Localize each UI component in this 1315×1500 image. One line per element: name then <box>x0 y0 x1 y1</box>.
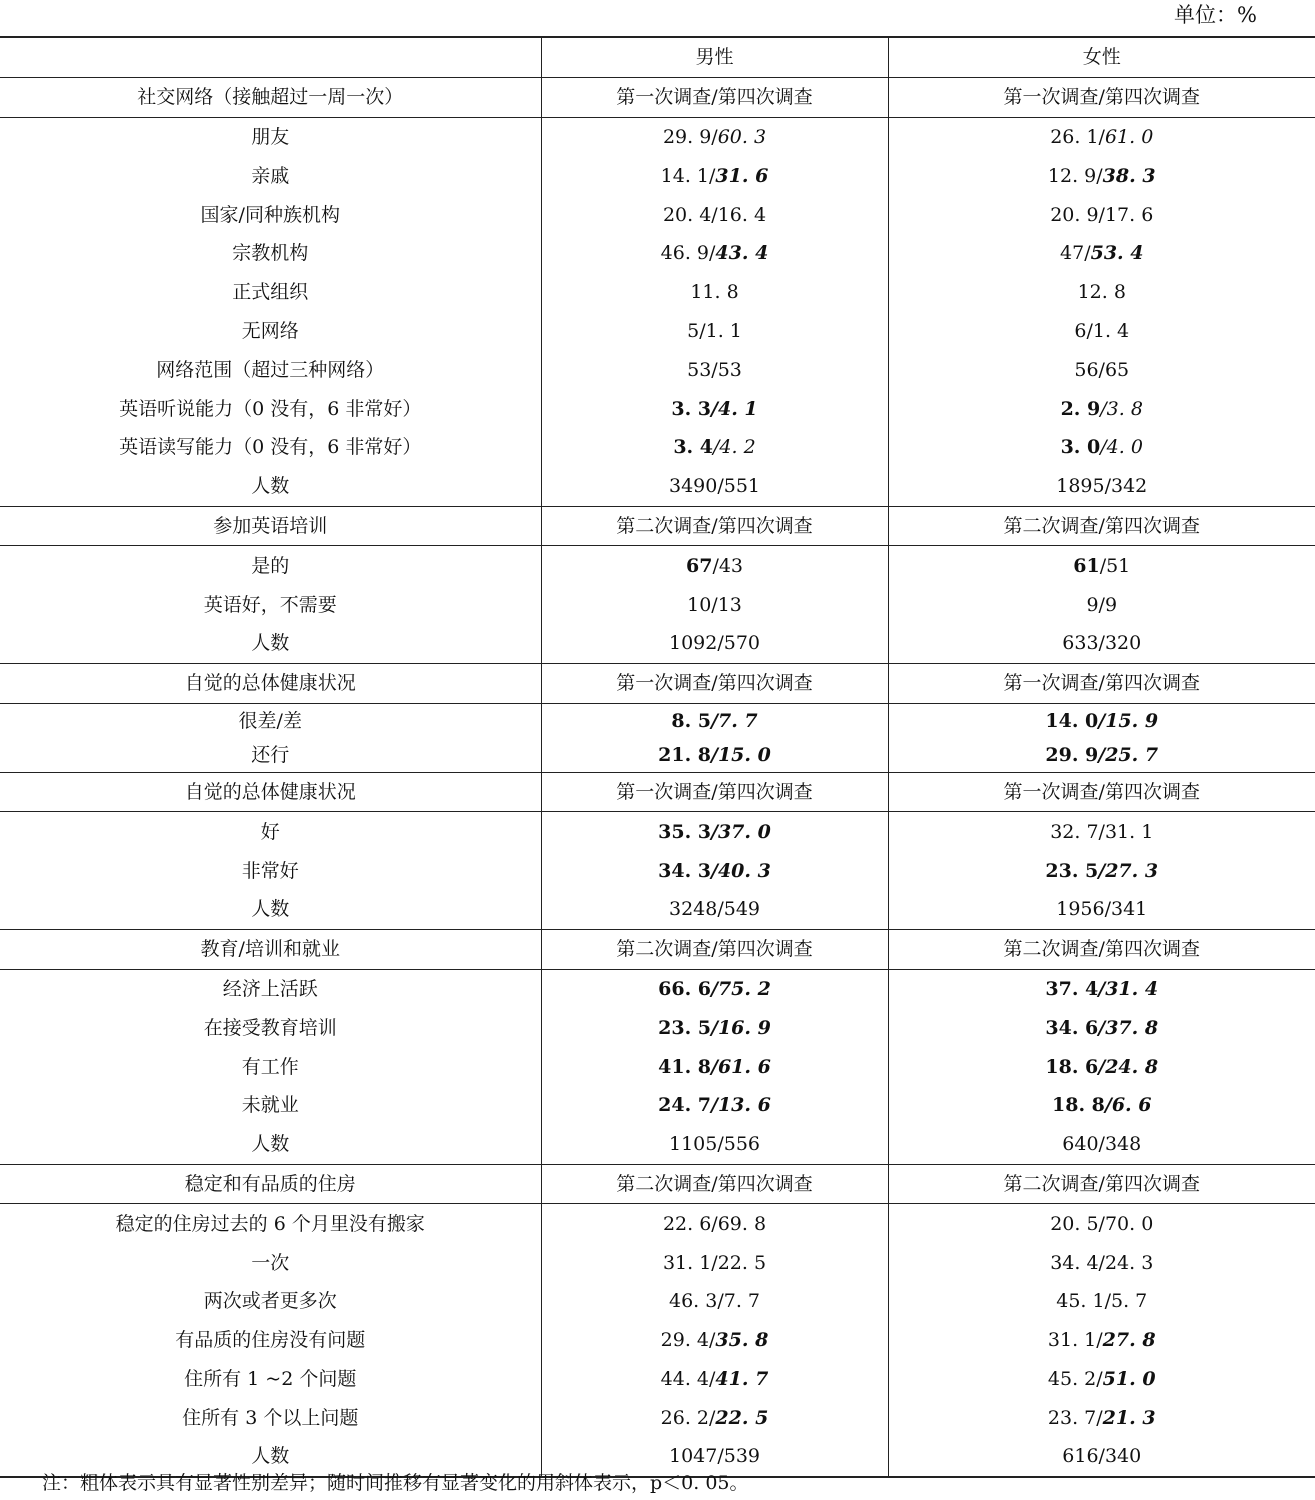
male-value <box>541 273 888 312</box>
row-label: 很差/差 <box>0 703 541 738</box>
value-segment: /24. 8 <box>1098 1055 1159 1078</box>
row-label: 是的 <box>0 546 541 585</box>
female-value <box>888 312 1315 351</box>
female-value <box>888 969 1315 1008</box>
row-label: 正式组织 <box>0 273 541 312</box>
value-segment: 31. 6 <box>715 164 769 187</box>
female-value <box>888 77 1315 117</box>
value-segment: 14. 1/ <box>660 164 716 187</box>
value-segment: 45. 1/5. 7 <box>1056 1290 1148 1313</box>
male-value <box>541 1398 888 1437</box>
table-row <box>0 546 1315 585</box>
value-segment: 12. 9/ <box>1047 164 1103 187</box>
male-value <box>541 812 888 851</box>
value-segment: 21. 8 <box>658 743 712 766</box>
table-row <box>0 1398 1315 1437</box>
value-segment: 23. 7/ <box>1047 1406 1103 1429</box>
male-value <box>541 969 888 1008</box>
male-value <box>541 1243 888 1282</box>
row-label: 住所有 1 ~2 个问题 <box>0 1360 541 1399</box>
value-segment: 第二次调查/第四次调查 <box>1003 938 1200 961</box>
value-segment: 第一次调查/第四次调查 <box>1003 672 1200 695</box>
table-row <box>0 890 1315 929</box>
table-row <box>0 1321 1315 1360</box>
value-segment: 66. 6 <box>658 977 712 1000</box>
value-segment: /4. 2 <box>713 436 756 459</box>
female-value <box>888 1047 1315 1086</box>
table-row <box>0 703 1315 738</box>
value-segment: 1047/539 <box>668 1445 761 1468</box>
male-value <box>541 1047 888 1086</box>
male-value <box>541 467 888 506</box>
female-value <box>888 772 1315 812</box>
row-label: 有品质的住房没有问题 <box>0 1321 541 1360</box>
male-value <box>541 117 888 156</box>
row-label: 朋友 <box>0 117 541 156</box>
male-value <box>541 663 888 703</box>
value-segment: /13. 6 <box>711 1094 771 1117</box>
value-segment: 3490/551 <box>668 475 761 498</box>
value-segment: 37. 4 <box>1045 977 1099 1000</box>
value-segment: /25. 7 <box>1098 743 1159 766</box>
row-label: 有工作 <box>0 1047 541 1086</box>
header-label-cell <box>0 37 541 77</box>
female-value <box>888 1321 1315 1360</box>
value-segment: /4. 0 <box>1100 436 1143 459</box>
table-note: 注：粗体表示具有显著性别差异；随时间推移有显著变化的用斜体表示，p＜0. 05。 <box>42 1472 749 1494</box>
table-row <box>0 117 1315 156</box>
female-value <box>888 1282 1315 1321</box>
value-segment: 12. 8 <box>1077 281 1126 304</box>
female-value <box>888 1125 1315 1164</box>
row-label: 好 <box>0 812 541 851</box>
row-label: 人数 <box>0 1437 541 1477</box>
table-row <box>0 1125 1315 1164</box>
value-segment: 第一次调查/第四次调查 <box>1003 780 1200 803</box>
male-value <box>541 929 888 969</box>
value-segment: 第一次调查/第四次调查 <box>616 780 813 803</box>
female-value <box>888 1008 1315 1047</box>
value-segment: 6/1. 4 <box>1074 319 1130 342</box>
female-value <box>888 1398 1315 1437</box>
value-segment: /37. 0 <box>711 820 771 843</box>
value-segment: 第一次调查/第四次调查 <box>616 672 813 695</box>
value-segment: 第二次调查/第四次调查 <box>616 938 813 961</box>
female-value <box>888 506 1315 546</box>
value-segment: 9/9 <box>1086 593 1118 616</box>
header-male: 男性 <box>541 37 888 77</box>
value-segment: 24. 7 <box>658 1094 712 1117</box>
value-segment: 640/348 <box>1062 1133 1142 1156</box>
row-label: 无网络 <box>0 312 541 351</box>
value-segment: 60. 3 <box>717 125 767 148</box>
female-value <box>888 546 1315 585</box>
male-value <box>541 506 888 546</box>
value-segment: 1956/341 <box>1056 898 1148 921</box>
table-row <box>0 1047 1315 1086</box>
value-segment: 29. 9 <box>1045 743 1099 766</box>
value-segment: 第一次调查/第四次调查 <box>1003 86 1200 109</box>
table-body <box>0 37 1315 1477</box>
male-value <box>541 195 888 234</box>
value-segment: 21. 3 <box>1102 1406 1156 1429</box>
male-value <box>541 851 888 890</box>
female-value <box>888 156 1315 195</box>
value-segment: 5/1. 1 <box>687 319 742 342</box>
female-value <box>888 1437 1315 1477</box>
row-label: 亲戚 <box>0 156 541 195</box>
male-value <box>541 1125 888 1164</box>
value-segment: 41. 7 <box>715 1367 769 1390</box>
table-row <box>0 273 1315 312</box>
female-value <box>888 117 1315 156</box>
row-label: 住所有 3 个以上问题 <box>0 1398 541 1437</box>
row-label: 一次 <box>0 1243 541 1282</box>
value-segment: 29. 9/ <box>662 125 718 148</box>
female-value <box>888 389 1315 428</box>
value-segment: /6. 6 <box>1104 1094 1152 1117</box>
value-segment: /37. 8 <box>1098 1016 1159 1039</box>
value-segment: 第二次调查/第四次调查 <box>1003 514 1200 537</box>
value-segment: 3. 4 <box>673 436 713 459</box>
table-row <box>0 312 1315 351</box>
value-segment: 53/53 <box>687 358 742 381</box>
female-value <box>888 851 1315 890</box>
male-value <box>541 1164 888 1204</box>
row-label: 参加英语培训 <box>0 506 541 546</box>
male-value <box>541 389 888 428</box>
section-header-row <box>0 929 1315 969</box>
section-header-row <box>0 77 1315 117</box>
male-value <box>541 156 888 195</box>
row-label: 在接受教育培训 <box>0 1008 541 1047</box>
female-value <box>888 624 1315 663</box>
value-segment: 第二次调查/第四次调查 <box>616 514 813 537</box>
female-value <box>888 1086 1315 1125</box>
section-header-row <box>0 1164 1315 1204</box>
value-segment: 31. 1/ <box>1047 1329 1103 1352</box>
male-value <box>541 77 888 117</box>
table-row <box>0 812 1315 851</box>
value-segment: 51. 0 <box>1102 1367 1156 1390</box>
value-segment: 11. 8 <box>690 281 739 304</box>
value-segment: /51 <box>1099 554 1131 577</box>
male-value <box>541 1008 888 1047</box>
value-segment: 46. 3/7. 7 <box>668 1290 760 1313</box>
table-row <box>0 851 1315 890</box>
row-label: 人数 <box>0 890 541 929</box>
value-segment: 第二次调查/第四次调查 <box>1003 1172 1200 1195</box>
value-segment: 41. 8 <box>658 1055 712 1078</box>
table-row <box>0 1360 1315 1399</box>
row-label: 稳定的住房过去的 6 个月里没有搬家 <box>0 1204 541 1243</box>
row-label: 两次或者更多次 <box>0 1282 541 1321</box>
table-row <box>0 969 1315 1008</box>
female-value <box>888 1204 1315 1243</box>
value-segment: 38. 3 <box>1102 164 1156 187</box>
value-segment: 1092/570 <box>668 632 761 655</box>
male-value <box>541 312 888 351</box>
value-segment: 35. 8 <box>715 1329 769 1352</box>
value-segment: 44. 4/ <box>660 1367 716 1390</box>
value-segment: 23. 5 <box>658 1016 712 1039</box>
value-segment: /3. 8 <box>1100 397 1143 420</box>
value-segment: 第一次调查/第四次调查 <box>616 86 813 109</box>
table-row <box>0 467 1315 506</box>
value-segment: /75. 2 <box>711 977 771 1000</box>
value-segment: /15. 9 <box>1098 709 1159 732</box>
value-segment: 22. 6/69. 8 <box>662 1212 767 1235</box>
value-segment: 23. 5 <box>1045 859 1099 882</box>
female-value <box>888 663 1315 703</box>
value-segment: 27. 8 <box>1102 1329 1156 1352</box>
value-segment: 3248/549 <box>668 898 761 921</box>
female-value <box>888 929 1315 969</box>
female-value <box>888 1164 1315 1204</box>
female-value <box>888 467 1315 506</box>
male-value <box>541 585 888 624</box>
male-value <box>541 350 888 389</box>
row-label: 人数 <box>0 624 541 663</box>
male-value <box>541 428 888 467</box>
header-female: 女性 <box>888 37 1315 77</box>
value-segment: 31. 1/22. 5 <box>662 1251 767 1274</box>
female-value <box>888 273 1315 312</box>
value-segment: 3. 3 <box>671 397 712 420</box>
female-value <box>888 1360 1315 1399</box>
value-segment: 14. 0 <box>1045 709 1099 732</box>
value-segment: 第二次调查/第四次调查 <box>616 1172 813 1195</box>
table-row <box>0 1086 1315 1125</box>
header-row <box>0 37 1315 77</box>
table-row <box>0 585 1315 624</box>
female-value <box>888 890 1315 929</box>
row-label: 经济上活跃 <box>0 969 541 1008</box>
male-value <box>541 703 888 738</box>
value-segment: 56/65 <box>1074 358 1130 381</box>
value-segment: /4. 1 <box>711 397 758 420</box>
value-segment: /27. 3 <box>1098 859 1159 882</box>
value-segment: /40. 3 <box>711 859 771 882</box>
value-segment: /61. 6 <box>711 1055 771 1078</box>
table-row <box>0 738 1315 773</box>
table-row <box>0 1204 1315 1243</box>
row-label: 自觉的总体健康状况 <box>0 663 541 703</box>
unit-label: 单位：% <box>1174 3 1257 27</box>
value-segment: 18. 6 <box>1045 1055 1099 1078</box>
female-value <box>888 195 1315 234</box>
value-segment: 34. 6 <box>1045 1016 1099 1039</box>
section-header-row <box>0 772 1315 812</box>
female-value <box>888 703 1315 738</box>
female-value <box>888 1243 1315 1282</box>
value-segment: 29. 4/ <box>660 1329 716 1352</box>
value-segment: /15. 0 <box>711 743 771 766</box>
table-row <box>0 1243 1315 1282</box>
female-value <box>888 738 1315 773</box>
row-label: 英语读写能力（0 没有，6 非常好） <box>0 428 541 467</box>
value-segment: 45. 2/ <box>1047 1367 1103 1390</box>
row-label: 人数 <box>0 467 541 506</box>
data-table <box>0 36 1315 1478</box>
value-segment: 633/320 <box>1062 632 1142 655</box>
value-segment: 47/ <box>1060 242 1091 265</box>
male-value <box>541 772 888 812</box>
male-value <box>541 738 888 773</box>
value-segment: 22. 5 <box>715 1406 769 1429</box>
table-row <box>0 428 1315 467</box>
row-label: 英语听说能力（0 没有，6 非常好） <box>0 389 541 428</box>
value-segment: 53. 4 <box>1090 242 1144 265</box>
female-value <box>888 812 1315 851</box>
table-row <box>0 624 1315 663</box>
section-header-row <box>0 663 1315 703</box>
value-segment: 10/13 <box>687 593 742 616</box>
male-value <box>541 1086 888 1125</box>
row-label: 社交网络（接触超过一周一次） <box>0 77 541 117</box>
section-header-row <box>0 506 1315 546</box>
male-value <box>541 546 888 585</box>
row-label: 人数 <box>0 1125 541 1164</box>
male-value <box>541 624 888 663</box>
table-row <box>0 389 1315 428</box>
female-value <box>888 234 1315 273</box>
value-segment: 18. 8 <box>1052 1094 1105 1117</box>
value-segment: /7. 7 <box>711 709 758 732</box>
value-segment: 67 <box>685 554 713 577</box>
value-segment: 43. 4 <box>715 242 769 265</box>
row-label: 网络范围（超过三种网络） <box>0 350 541 389</box>
value-segment: 20. 4/16. 4 <box>662 203 767 226</box>
table-row <box>0 234 1315 273</box>
value-segment: 8. 5 <box>671 709 712 732</box>
table-row <box>0 195 1315 234</box>
male-value <box>541 234 888 273</box>
value-segment: 46. 9/ <box>660 242 716 265</box>
value-segment: 2. 9 <box>1060 397 1101 420</box>
table-row <box>0 350 1315 389</box>
value-segment: 34. 3 <box>658 859 712 882</box>
row-label: 非常好 <box>0 851 541 890</box>
value-segment: /31. 4 <box>1098 977 1159 1000</box>
row-label: 未就业 <box>0 1086 541 1125</box>
male-value <box>541 1360 888 1399</box>
value-segment: 26. 2/ <box>660 1406 716 1429</box>
value-segment: 1895/342 <box>1056 475 1148 498</box>
male-value <box>541 890 888 929</box>
table-row <box>0 1008 1315 1047</box>
value-segment: 1105/556 <box>668 1133 761 1156</box>
value-segment: 61. 0 <box>1104 125 1154 148</box>
row-label: 还行 <box>0 738 541 773</box>
value-segment: 35. 3 <box>658 820 712 843</box>
male-value <box>541 1204 888 1243</box>
value-segment: 26. 1/ <box>1050 125 1105 148</box>
row-label: 英语好，不需要 <box>0 585 541 624</box>
row-label: 自觉的总体健康状况 <box>0 772 541 812</box>
table-row <box>0 1282 1315 1321</box>
female-value <box>888 585 1315 624</box>
value-segment: 616/340 <box>1062 1445 1142 1468</box>
value-segment: 20. 9/17. 6 <box>1050 203 1154 226</box>
row-label: 教育/培训和就业 <box>0 929 541 969</box>
female-value <box>888 350 1315 389</box>
value-segment: 34. 4/24. 3 <box>1050 1251 1154 1274</box>
table-row <box>0 156 1315 195</box>
male-value <box>541 1282 888 1321</box>
male-value <box>541 1321 888 1360</box>
value-segment: 61 <box>1073 554 1100 577</box>
value-segment: 3. 0 <box>1060 436 1101 459</box>
row-label: 国家/同种族机构 <box>0 195 541 234</box>
value-segment: /43 <box>712 554 744 577</box>
row-label: 宗教机构 <box>0 234 541 273</box>
value-segment: 32. 7/31. 1 <box>1050 820 1154 843</box>
row-label: 稳定和有品质的住房 <box>0 1164 541 1204</box>
female-value <box>888 428 1315 467</box>
value-segment: 20. 5/70. 0 <box>1050 1212 1154 1235</box>
value-segment: /16. 9 <box>711 1016 771 1039</box>
